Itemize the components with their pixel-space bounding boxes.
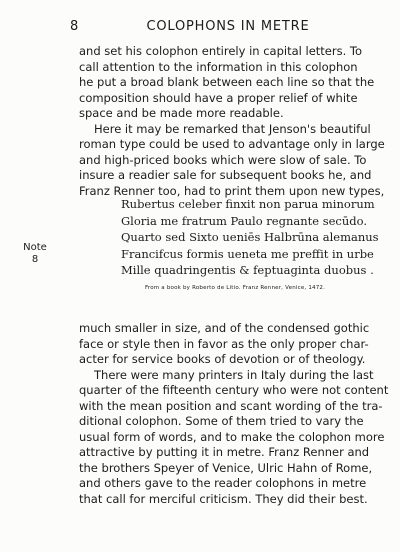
text-line: acter for service books of devotion or of theology. (79, 352, 366, 366)
text-line: insure a readier sale for subsequent books he, and (79, 168, 372, 182)
body-paragraph-2 (79, 321, 389, 507)
margin-note-label: Note (23, 242, 47, 253)
colophon-line: Francifcus formis ueneta me preffit in urbe (121, 246, 374, 261)
text-line: and high-priced books which were slow of sale. To (79, 152, 367, 167)
colophon-line: Mille quadringentis & feptuaginta duobus . (121, 263, 374, 278)
text-line: There were many printers in Italy during the last (94, 367, 374, 382)
text-line: quarter of the fifteenth century who were not content (79, 383, 389, 397)
text-line: usual form of words, and to make the colophon more (79, 429, 385, 444)
text-line: composition should have a proper relief of white (79, 90, 358, 105)
text-line: roman type could be used to advantage only in large (79, 137, 385, 151)
running-header (70, 19, 370, 35)
colophon-line: Quarto sed Sixto ueniēs Halbrūna alemanus (121, 230, 379, 245)
text-line: and others gave to the reader colophons in metre (79, 476, 367, 490)
page-number: 8 (70, 19, 80, 34)
text-line: he put a broad blank between each line so that the (79, 75, 375, 89)
colophon-specimen (121, 196, 381, 279)
text-line: space and be made more readable. (79, 106, 284, 120)
margin-note (20, 242, 50, 266)
text-line: call attention to the information in this colophon (79, 59, 358, 74)
text-line: and set his colophon entirely in capital letters. To (79, 44, 362, 58)
text-line: Here it may be remarked that Jenson's beautiful (94, 121, 371, 136)
text-line: much smaller in size, and of the condensed gothic (79, 321, 370, 335)
text-line: with the mean position and scant wording of the tra- (79, 398, 383, 413)
text-line: face or style then in favor as the only proper char- (79, 336, 369, 351)
text-line: attractive by putting it in metre. Franz Renner and (79, 445, 370, 459)
running-title: COLOPHONS IN METRE (146, 19, 310, 34)
text-line: the brothers Speyer of Venice, Ulric Hahn of Rome, (79, 460, 373, 475)
colophon-line: Rubertus celeber finxit non parua minorum (121, 197, 375, 211)
text-line: Franz Renner too, had to print them upon new types, (79, 183, 385, 198)
text-line: ditional colophon. Some of them tried to vary the (79, 414, 364, 428)
colophon-line: Gloria me fratrum Paulo regnante secūdo. (121, 213, 367, 228)
body-paragraph-1 (79, 44, 385, 199)
specimen-caption: From a book by Roberto de Litio. Franz Renner, Venice, 1472. (144, 285, 326, 291)
text-line: that call for merciful criticism. They did their best. (79, 491, 368, 506)
margin-note-number: 8 (31, 254, 39, 265)
